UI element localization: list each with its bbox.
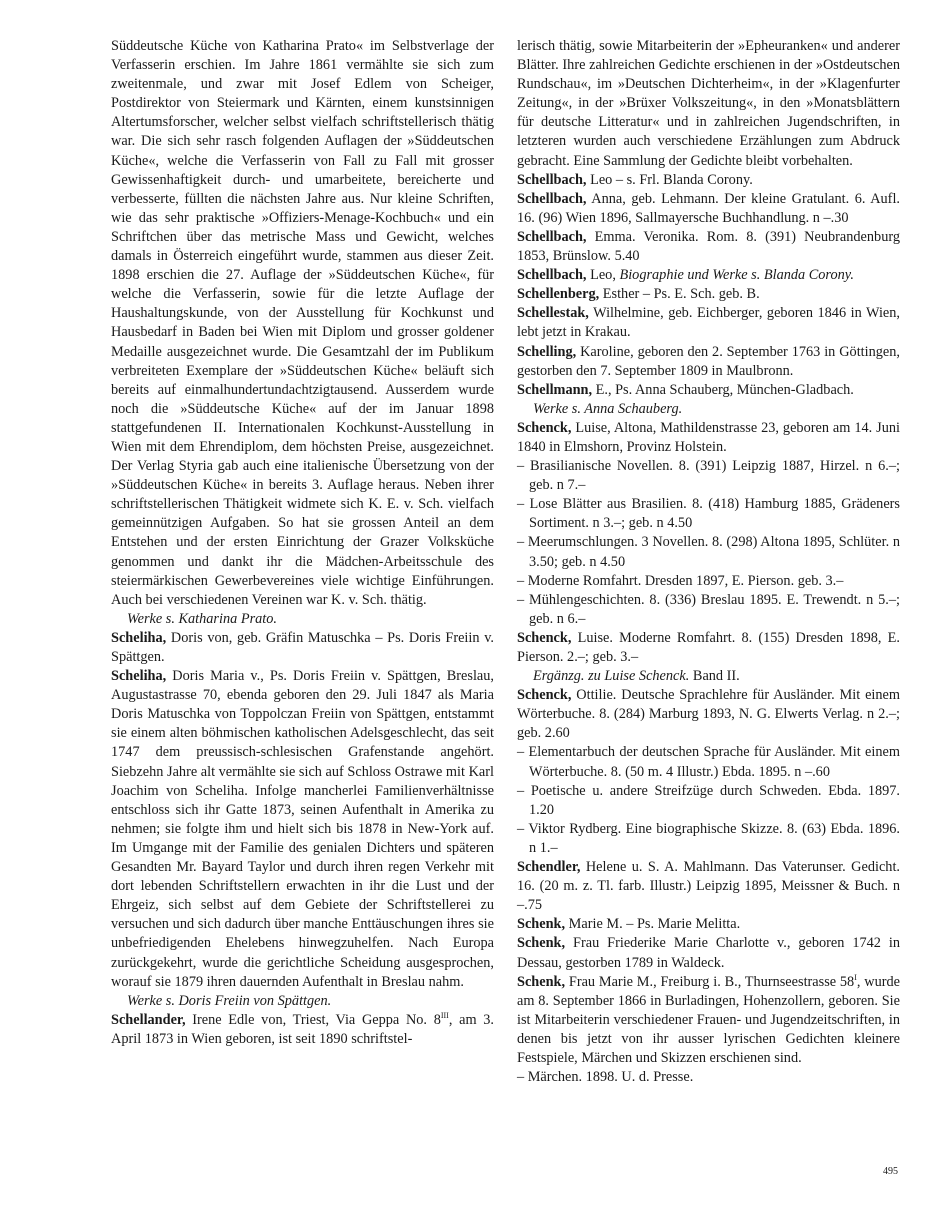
entry-text: Ottilie. Deutsche Sprachlehre für Ausländer. Mit einem Wörterbuche. 8. (284) Marburg 1893, N. G. Elwerts Verlag. n 2.–; geb. 2.60 [517, 687, 900, 742]
entry [517, 171, 900, 190]
superscript: III [440, 1010, 449, 1020]
entry-text: Süddeutsche Küche von Katharina Prato« im Selbstverlage der Verfasserin erschien. Im Jahre 1861 vermählte sie sich zum zweitenmale, und zwar mit Josef Edlem von Scheiger, Postdirektor von Steiermark und Kärnten, einem kunstsinnigen Altertumsforscher, welcher selbst vielfach schriftstellerisch thätig war. Die sich sehr rasch folgenden Auflagen der »Süddeutschen Küche«, welche die Verfasserin von Fall zu Fall mit grosser Gewissenhaftigkeit durch- und umarbeitete, bereicherte und verbesserte, füllten die nächsten Jahre aus. Nur kleine Schriften, wie das sehr praktische »Offiziers-Menage-Kochbuch« und ein Schriftchen über das metrische Mass und Gewicht, welches damals in Österreich eingeführt wurde, stammen aus dieser Zeit. 1898 erschien die 27. Auflage der »Süddeutschen Küche«, für welche die Verfasserin, sowie für die letzte Auflage der Haushaltungskunde, von der Ausstellung für Kochkunst und Hausbedarf in Baden bei Wien mit Diplom und grosser goldener Medaille ausgezeichnet wurde. Die Gesamtzahl der im Publikum verbreiteten Exemplare der »Süddeutschen Küche« beläuft sich bereits auf einmalhundertundachtzigtausend. Ausserdem wurde noch die »Süddeutsche Küche« auf der im Januar 1898 stattgefundenen II. Internationalen Kochkunst-Ausstellung in Wien mit dem Ehrendiplom, dem höchsten Preise, ausgezeichnet. Der Verlag Styria gab auch eine italienische Übersetzung von der »Süddeutschen Küche« in bereits 3. Auflage heraus. Neben ihrer schriftstellerischen Thätigkeit widmete sich K. E. v. Sch. vielfach gemeinnützigen Aufgaben. So hat sie grossen Anteil an dem Entstehen und der ersten Einrichtung der Grazer Volksküche genommen und dankt ihr die Mädchen-Arbeitsschule des steiermärkischen Gewerbevereines viele wichtige Einführungen. Auch bei verschiedenen Vereinen war K. v. Sch. thätig. [111, 38, 494, 608]
entry-text: lerisch thätig, sowie Mitarbeiterin der »Epheuranken« und anderer Blätter. Ihre zahlreichen Gedichte erschienen in der »Ostdeutschen Rundschau«, im »Deutschen Dichterheim«, in der »Klagenfurter Zeitung«, in der »Brüxer Volkszeitung«, in den »Monatsblättern für deutsche Litteratur« und in zahlreichen Jugendschriften, in letzteren wurden auch verschiedene Erzählungen zum Abdruck gebracht. Eine Sammlung der Gedichte bleibt vorbehalten. [517, 38, 900, 169]
entry-headword: Schenk, [517, 935, 566, 952]
entry-text: Irene Edle von, Triest, Via Geppa No. 8 [185, 1011, 441, 1028]
entry-headword: Schelling, [517, 343, 577, 360]
entry [111, 667, 494, 992]
work-item [517, 533, 900, 571]
entry-text: – Märchen. 1898. U. d. Presse. [517, 1069, 694, 1086]
entry-text: – Lose Blätter aus Brasilien. 8. (418) Hamburg 1885, Grädeners Sortiment. n 3.–; geb. n 4.50 [517, 496, 900, 532]
work-item [517, 743, 900, 781]
right-column [517, 37, 900, 1087]
entry [517, 343, 900, 381]
entry [517, 285, 900, 304]
entry-headword: Schenk, [517, 916, 566, 933]
entry-text: Esther – Ps. E. Sch. geb. B. [599, 286, 760, 303]
entry-text: Luise, Altona, Mathildenstrasse 23, geboren am 14. Juni 1840 in Elmshorn, Provinz Holstein. [517, 419, 900, 455]
entry-text: Frau Marie M., Freiburg i. B., Thurnseestrasse 58 [565, 973, 855, 990]
entry-headword: Schenck, [517, 687, 572, 704]
cross-reference [517, 667, 900, 686]
entry [517, 973, 900, 1068]
italic-reference: Ergänzg. zu Luise Schenck. [533, 668, 690, 685]
work-item [517, 782, 900, 820]
entry-headword: Schellbach, [517, 228, 587, 245]
entry [517, 419, 900, 457]
entry-text: Marie M. – Ps. Marie Melitta. [565, 916, 741, 933]
entry [111, 1011, 494, 1049]
italic-reference: Werke s. Katharina Prato. [127, 610, 277, 627]
entry [517, 266, 900, 285]
entry-text: Leo – s. Frl. Blanda Corony. [586, 171, 753, 188]
entry-text: Karoline, geboren den 2. September 1763 in Göttingen, gestorben den 7. September 1809 in Maulbronn. [517, 343, 900, 379]
work-item [517, 572, 900, 591]
entry-headword: Schellbach, [517, 267, 587, 284]
cross-reference [111, 610, 494, 629]
entry [517, 686, 900, 743]
entry-text: Anna, geb. Lehmann. Der kleine Gratulant. 6. Aufl. 16. (96) Wien 1896, Sallmayersche Buchhandlung. n –.30 [517, 190, 900, 226]
page-number: 495 [883, 1166, 898, 1177]
entry-headword: Scheliha, [111, 629, 167, 646]
left-column [111, 37, 494, 1049]
entry-text: – Elementarbuch der deutschen Sprache für Ausländer. Mit einem Wörterbuche. 8. (50 m. 4 Illustr.) Ebda. 1895. n –.60 [517, 744, 900, 780]
entry-headword: Schenck, [517, 629, 572, 646]
entry [517, 190, 900, 228]
superscript: I [854, 972, 857, 982]
entry-headword: Schendler, [517, 859, 581, 876]
entry-headword: Schellenberg, [517, 286, 600, 303]
entry-text: – Mühlengeschichten. 8. (336) Breslau 1895. E. Trewendt. n 5.–; geb. n 6.– [517, 591, 900, 627]
entry-text: Helene u. S. A. Mahlmann. Das Vaterunser. Gedicht. 16. (20 m. z. Tl. farb. Illustr.) Leipzig 1895, Meissner & Buch. n –.75 [517, 859, 900, 914]
entry-headword: Schellestak, [517, 305, 589, 322]
work-item [517, 495, 900, 533]
entry-text: Leo, [586, 267, 620, 284]
entry [517, 858, 900, 915]
paragraph [111, 37, 494, 610]
entry-text: Frau Friederike Marie Charlotte v., geboren 1742 in Dessau, gestorben 1789 in Waldeck. [517, 935, 900, 971]
entry-text: – Poetische u. andere Streifzüge durch Schweden. Ebda. 1897. 1.20 [517, 782, 900, 818]
italic-reference: Werke s. Doris Freiin von Spättgen. [127, 992, 332, 1009]
entry-text: – Brasilianische Novellen. 8. (391) Leipzig 1887, Hirzel. n 6.–; geb. n 7.– [517, 458, 900, 494]
cross-reference [517, 400, 900, 419]
entry-headword: Schellbach, [517, 190, 587, 207]
entry-headword: Schellbach, [517, 171, 587, 188]
entry [517, 915, 900, 934]
work-item [517, 457, 900, 495]
entry-headword: Scheliha, [111, 668, 167, 685]
italic-reference: Biographie und Werke s. Blanda Corony. [619, 267, 854, 284]
entry-headword: Schellander, [111, 1011, 186, 1028]
entry-text: Emma. Veronika. Rom. 8. (391) Neubrandenburg 1853, Brünslow. 5.40 [517, 228, 900, 265]
entry-text: Band II. [689, 668, 740, 685]
entry-text: Doris Maria v., Ps. Doris Freiin v. Spättgen, Breslau, Augustastrasse 70, ebenda geboren den 29. Juli 1847 als Maria Doris Matuschka von Toppolczan Freiin von Spättgen, entstammt sie einem alten böhmischen katholischen Adelsgeschlecht, das seit 1747 dem preussisch-schlesischen Grafenstande angehört. Siebzehn Jahre alt vermählte sie sich auf Schloss Ostrawe mit Karl Joachim von Scheliha. Infolge mancherlei Familienverhältnisse entschloss sich ihr Gatte 1873, seinen Aufenthalt in Amerika zu nehmen; sie folgte ihm und hielt sich bis 1878 in New-York auf. Im Umgange mit der Familie des genialen Dichters und späteren Gesandten Mr. Bayard Taylor und durch ihren regen Verkehr mit dort lebenden Schriftstellern erwachten in ihr die Lust und der Ehrgeiz, sich selbst auf dem Gebiete der Schriftstellerei zu versuchen und sich dadurch über manche Enttäuschungen ihres sie unbefriedigenden Ehelebens hinwegzuhelfen. Nach Europa zurückgekehrt, wurde die gerichtliche Scheidung ausgesprochen, worauf sie 1879 ihren dauernden Aufenthalt in Breslau nahm. [111, 668, 494, 990]
entry [517, 304, 900, 342]
entry [111, 629, 494, 667]
entry-headword: Schenck, [517, 419, 572, 436]
entry-text: – Meerumschlungen. 3 Novellen. 8. (298) Altona 1895, Schlüter. n 3.50; geb. n 4.50 [517, 534, 900, 570]
entry-text: – Moderne Romfahrt. Dresden 1897, E. Pierson. geb. 3.– [517, 572, 844, 589]
work-item [517, 1068, 900, 1087]
entry [517, 381, 900, 400]
italic-reference: Werke s. Anna Schauberg. [533, 400, 683, 417]
paragraph [517, 37, 900, 171]
entry-text: Doris von, geb. Gräfin Matuschka – Ps. Doris Freiin v. Spättgen. [111, 629, 494, 665]
entry [517, 629, 900, 667]
entry [517, 934, 900, 972]
work-item [517, 591, 900, 629]
entry-headword: Schenk, [517, 973, 566, 990]
cross-reference [111, 992, 494, 1011]
entry-text-cont: , am 3. April 1873 in Wien geboren, ist seit 1890 schriftstel- [111, 1011, 494, 1047]
entry-headword: Schellmann, [517, 381, 593, 398]
entry-text-cont: , wurde am 8. September 1866 in Burladingen, Hohenzollern, geboren. Sie ist Mitarbeiterin verschiedener Frauen- und Jugendzeitschriften, in denen bis jetzt von ihr ausser lyrischen Gedichten kleinere Festspiele, Märchen und Skizzen erschienen sind. [517, 973, 900, 1066]
entry [517, 228, 900, 266]
entry-text: Luise. Moderne Romfahrt. 8. (155) Dresden 1898, E. Pierson. 2.–; geb. 3.– [517, 629, 900, 665]
entry-text: E., Ps. Anna Schauberg, München-Gladbach. [592, 381, 854, 398]
entry-text: – Viktor Rydberg. Eine biographische Skizze. 8. (63) Ebda. 1896. n 1.– [517, 820, 900, 856]
work-item [517, 820, 900, 858]
entry-text: Wilhelmine, geb. Eichberger, geboren 1846 in Wien, lebt jetzt in Krakau. [517, 305, 900, 341]
